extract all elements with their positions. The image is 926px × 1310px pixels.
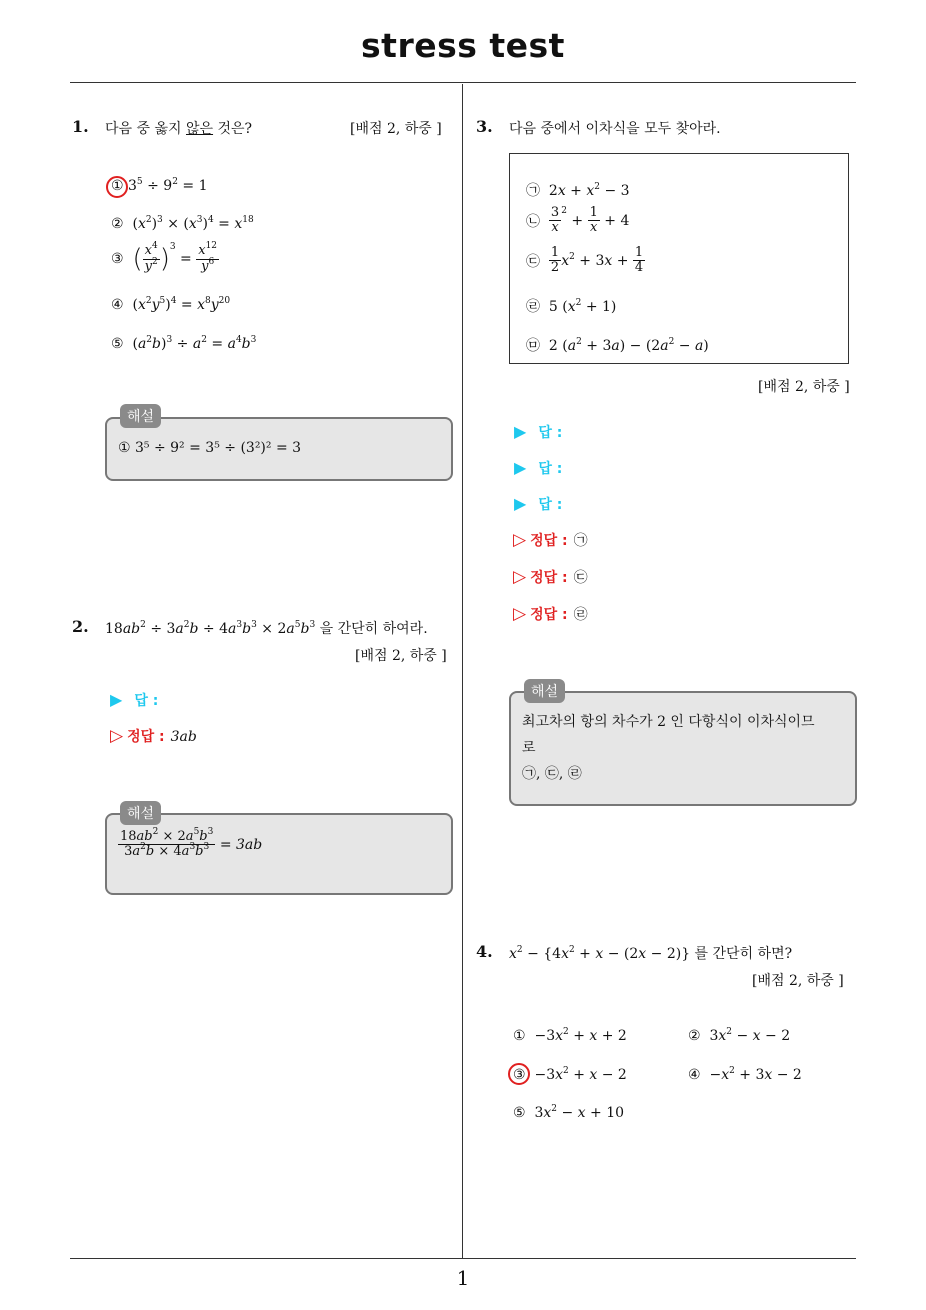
- correct-arrow-icon: ▷: [513, 604, 527, 624]
- q3-meta: [배점 2, 하중 ]: [758, 379, 850, 395]
- q3-correct-row-1: ▷ 정답 : ㉠: [513, 530, 588, 550]
- q3-solution-tag: 해설: [524, 679, 565, 703]
- q2-correct-row: ▷ 정답 : 3ab: [110, 726, 197, 746]
- column-divider: [462, 84, 463, 1258]
- q1-option-3[interactable]: ③ ( $\frac{x^4}{y^2}$ )$^3$ = $\frac{x^{12}}{y^6}$: [111, 241, 218, 274]
- q1-text: 다음 중 옳지 않은 것은?: [105, 121, 253, 137]
- q1-solution-text: ① 3⁵ ÷ 9² = 3⁵ ÷ (3²)² = 3: [118, 440, 302, 456]
- page-number: 1: [456, 1266, 470, 1290]
- q4-text: $x^2 - \{4x^2 + x - (2x - 2)\}$ 를 간단히 하면?: [509, 945, 793, 962]
- q3-correct-row-3: ▷ 정답 : ㉣: [513, 604, 588, 624]
- correct-arrow-icon: ▷: [513, 567, 527, 587]
- answer-arrow-icon: ▶: [514, 422, 527, 441]
- q4-option-5[interactable]: ⑤ $3x^2 - x + 10$: [513, 1104, 625, 1121]
- q2-text: $18ab^2 \div 3a^2b \div 4a^3b^3 \times 2a^5b^3$ 을 간단히 하여라.: [105, 620, 428, 637]
- q4-option-3[interactable]: ③ $-3x^2 + x - 2$: [513, 1066, 627, 1083]
- q3-number: 3.: [476, 117, 493, 136]
- q1-option-2[interactable]: ② $(x^2)^3 \times (x^3)^4 = x^{18}$: [111, 215, 254, 232]
- q2-meta: [배점 2, 하중 ]: [355, 648, 447, 664]
- answer-arrow-icon: ▶: [110, 690, 123, 709]
- answer-arrow-icon: ▶: [514, 458, 527, 477]
- q1-option-5[interactable]: ⑤ $(a^2b)^3 \div a^2 = a^4b^3$: [111, 335, 257, 352]
- q2-answer-row: ▶ 답 :: [110, 690, 159, 709]
- q1-option-1[interactable]: ① $3^5 \div 9^2 = 1$: [111, 177, 208, 194]
- correct-arrow-icon: ▷: [110, 726, 124, 746]
- q4-option-2[interactable]: ② $3x^2 - x - 2$: [688, 1027, 791, 1044]
- q2-solution-text: $\frac{18ab^2 \times 2a^5b^3}{3a^2b \times 4a^3b^3}$ = 3ab: [120, 827, 263, 860]
- q4-option-4[interactable]: ④ $-x^2 + 3x - 2$: [688, 1066, 802, 1083]
- page-title: stress test: [361, 26, 565, 65]
- q3-solution-line-3: ㉠, ㉢, ㉣: [522, 766, 582, 782]
- q3-answer-row-3: ▶ 답 :: [514, 494, 563, 513]
- q3-correct-row-2: ▷ 정답 : ㉢: [513, 567, 588, 587]
- footer-rule: [70, 1258, 856, 1259]
- q3-item-1: ㉠ $2x + x^2 - 3$: [526, 182, 630, 199]
- answer-arrow-icon: ▶: [514, 494, 527, 513]
- q4-number: 4.: [476, 942, 493, 961]
- q3-solution-line-1: 최고차의 항의 차수가 2 인 다항식이 이차식이므: [522, 714, 815, 730]
- q1-option-4[interactable]: ④ $(x^2y^5)^4 = x^8y^{20}$: [111, 296, 231, 313]
- q3-answer-row-1: ▶ 답 :: [514, 422, 563, 441]
- q4-meta: [배점 2, 하중 ]: [752, 973, 844, 989]
- q3-solution-line-2: 로: [522, 740, 536, 756]
- q1-number: 1.: [72, 117, 89, 136]
- header-rule: [70, 82, 856, 83]
- q3-item-4: ㉣ 5 $(x^2 + 1)$: [526, 298, 617, 315]
- correct-arrow-icon: ▷: [513, 530, 527, 550]
- q2-solution-tag: 해설: [120, 801, 161, 825]
- q2-number: 2.: [72, 617, 89, 636]
- q1-meta: [배점 2, 하중 ]: [350, 121, 442, 137]
- q3-item-5: ㉤ 2 $(a^2 + 3a) - (2a^2 - a)$: [526, 337, 709, 354]
- q3-item-3: ㉢ $\frac{1}{2}$ $x^2 + 3x$ + $\frac{1}{4}$: [526, 245, 644, 276]
- q3-answer-row-2: ▶ 답 :: [514, 458, 563, 477]
- q4-option-1[interactable]: ① $-3x^2 + x + 2$: [513, 1027, 627, 1044]
- q1-solution-tag: 해설: [120, 404, 161, 428]
- q3-text: 다음 중에서 이차식을 모두 찾아라.: [509, 121, 721, 137]
- q3-item-2: ㉡ $\frac{3}{x}$ $^2$ + $\frac{1}{x}$ + 4: [526, 205, 630, 236]
